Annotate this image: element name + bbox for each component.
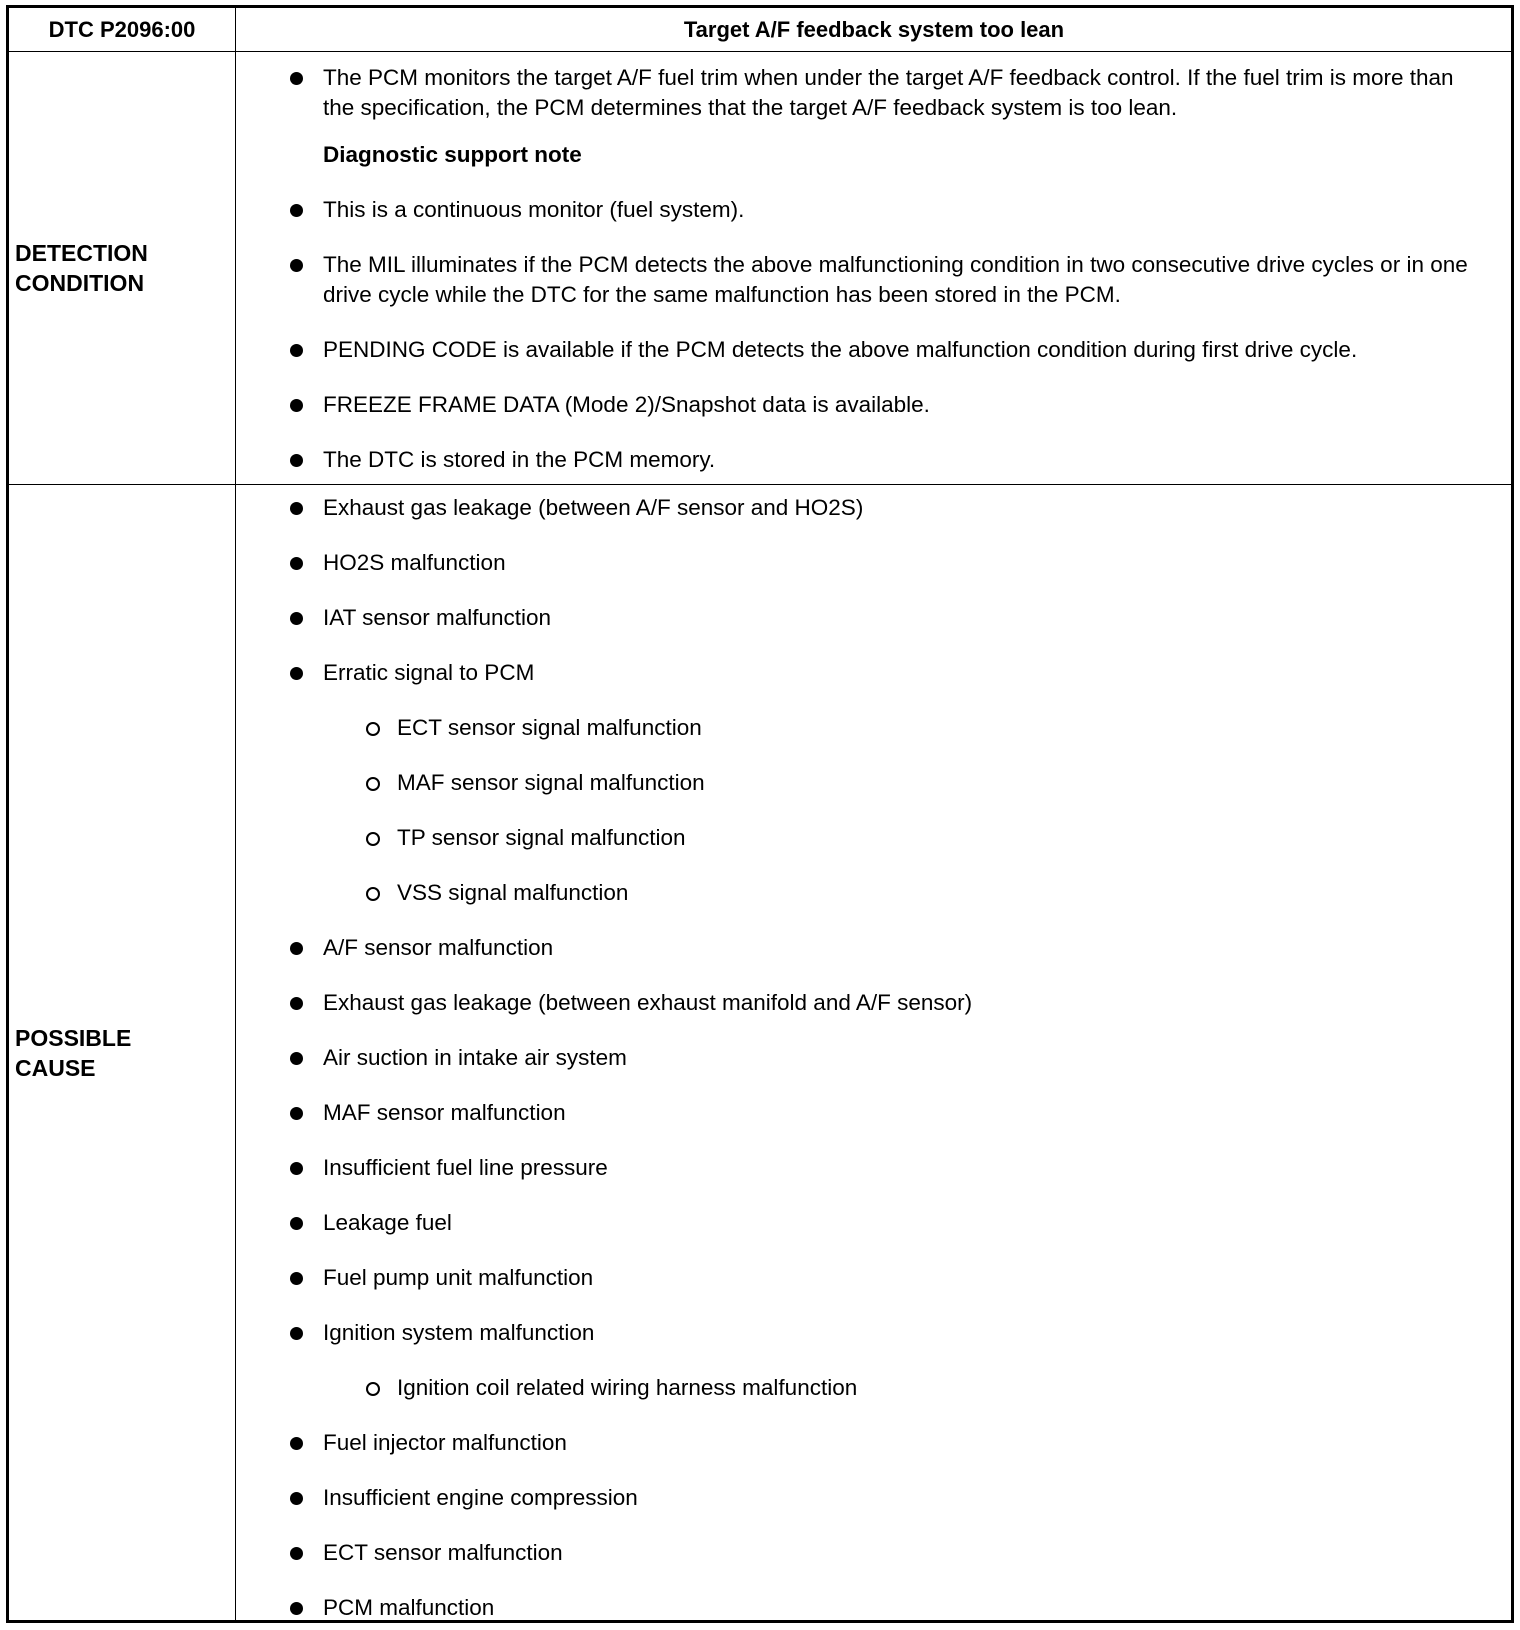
list-item <box>237 63 1491 123</box>
list-item <box>237 933 1491 963</box>
list-item <box>237 1428 1491 1458</box>
list-item-text: PENDING CODE is available if the PCM detects the above malfunction condition during first drive cycle. <box>323 337 1358 362</box>
column-divider <box>235 8 236 51</box>
bullet-icon <box>290 1162 303 1175</box>
bullet-icon <box>290 72 303 85</box>
cause-label-line2: CAUSE <box>15 1054 96 1081</box>
circle-bullet-icon <box>366 1382 380 1396</box>
list-item <box>237 603 1491 633</box>
bullet-icon <box>290 1547 303 1560</box>
list-item <box>237 445 1491 475</box>
bullet-icon <box>290 1107 303 1120</box>
sub-list-item-text: VSS signal malfunction <box>397 880 629 905</box>
sub-list-item <box>237 768 1491 798</box>
bullet-icon <box>290 454 303 467</box>
list-item-text: FREEZE FRAME DATA (Mode 2)/Snapshot data is available. <box>323 392 930 417</box>
sub-list-item-text: MAF sensor signal malfunction <box>397 770 705 795</box>
list-item-text: HO2S malfunction <box>323 550 506 575</box>
list-item <box>237 195 1491 225</box>
cause-label-line1: POSSIBLE <box>15 1024 132 1051</box>
detection-condition-label <box>15 52 230 484</box>
possible-cause-row <box>9 485 1511 1620</box>
list-item <box>237 1098 1491 1128</box>
list-item-text: ECT sensor malfunction <box>323 1540 563 1565</box>
dtc-title: Target A/F feedback system too lean <box>683 17 1065 42</box>
list-item <box>237 1318 1491 1348</box>
list-item-text: MAF sensor malfunction <box>323 1100 566 1125</box>
list-item <box>237 493 1491 523</box>
possible-cause-label <box>15 485 230 1620</box>
note-heading-text: Diagnostic support note <box>323 142 582 167</box>
bullet-icon <box>290 344 303 357</box>
column-divider <box>235 485 236 1620</box>
bullet-icon <box>290 1602 303 1615</box>
list-item-text: A/F sensor malfunction <box>323 935 554 960</box>
sub-list-item <box>237 1373 1491 1403</box>
bullet-icon <box>290 557 303 570</box>
list-item-text: The MIL illuminates if the PCM detects the above malfunctioning condition in two consecutive drive cycles or in one drive cycle while the DTC for the same malfunction has been stored in the PCM. <box>323 252 1468 307</box>
list-item-text: IAT sensor malfunction <box>323 605 552 630</box>
list-item <box>237 390 1491 420</box>
list-item-text: This is a continuous monitor (fuel system). <box>323 197 745 222</box>
bullet-icon <box>290 997 303 1010</box>
detection-label-line1: DETECTION <box>15 240 148 266</box>
sub-list-item <box>237 713 1491 743</box>
list-item <box>237 988 1491 1018</box>
sub-list-item <box>237 878 1491 908</box>
dtc-code: DTC P2096:00 <box>48 17 196 42</box>
bullet-icon <box>290 1272 303 1285</box>
list-item-text: Insufficient engine compression <box>323 1485 638 1510</box>
list-item-text: Exhaust gas leakage (between exhaust manifold and A/F sensor) <box>323 990 973 1015</box>
list-item <box>237 335 1491 365</box>
bullet-icon <box>290 259 303 272</box>
bullet-icon <box>290 1052 303 1065</box>
bullet-icon <box>290 1217 303 1230</box>
list-item <box>237 1538 1491 1568</box>
list-item-text: Fuel pump unit malfunction <box>323 1265 594 1290</box>
list-item <box>237 1208 1491 1238</box>
list-item-text: The PCM monitors the target A/F fuel trim when under the target A/F feedback control. If the fuel trim is more than the specification, the PCM determines that the target A/F feedback system is too lean. <box>323 65 1454 120</box>
list-item <box>237 658 1491 688</box>
sub-list-item-text: ECT sensor signal malfunction <box>397 715 702 740</box>
list-item-text: Insufficient fuel line pressure <box>323 1155 608 1180</box>
list-item <box>237 548 1491 578</box>
bullet-icon <box>290 612 303 625</box>
list-item-text: The DTC is stored in the PCM memory. <box>323 447 716 472</box>
table-header-row <box>9 8 1511 52</box>
dtc-table <box>6 5 1514 1623</box>
circle-bullet-icon <box>366 832 380 846</box>
list-item <box>237 250 1491 310</box>
list-item <box>237 1043 1491 1073</box>
sub-list-item-text: TP sensor signal malfunction <box>397 825 686 850</box>
list-item-text: Erratic signal to PCM <box>323 660 535 685</box>
list-item-text: Ignition system malfunction <box>323 1320 595 1345</box>
detection-condition-row <box>9 52 1511 485</box>
diagnostic-support-note-heading <box>237 140 1491 170</box>
column-divider <box>235 52 236 484</box>
list-item <box>237 1263 1491 1293</box>
detection-label-line2: CONDITION <box>15 270 145 296</box>
list-item-text: Exhaust gas leakage (between A/F sensor and HO2S) <box>323 495 864 520</box>
detection-condition-content <box>237 52 1511 484</box>
list-item-text: PCM malfunction <box>323 1595 495 1620</box>
possible-cause-content <box>237 485 1511 1620</box>
bullet-icon <box>290 502 303 515</box>
bullet-icon <box>290 1492 303 1505</box>
circle-bullet-icon <box>366 722 380 736</box>
bullet-icon <box>290 204 303 217</box>
sub-list-item-text: Ignition coil related wiring harness malfunction <box>397 1375 858 1400</box>
circle-bullet-icon <box>366 777 380 791</box>
list-item <box>237 1483 1491 1513</box>
list-item-text: Fuel injector malfunction <box>323 1430 567 1455</box>
list-item-text: Leakage fuel <box>323 1210 452 1235</box>
list-item-text: Air suction in intake air system <box>323 1045 627 1070</box>
list-item <box>237 1153 1491 1183</box>
bullet-icon <box>290 399 303 412</box>
list-item <box>237 1593 1491 1623</box>
sub-list-item <box>237 823 1491 853</box>
bullet-icon <box>290 942 303 955</box>
circle-bullet-icon <box>366 887 380 901</box>
bullet-icon <box>290 1437 303 1450</box>
bullet-icon <box>290 1327 303 1340</box>
bullet-icon <box>290 667 303 680</box>
